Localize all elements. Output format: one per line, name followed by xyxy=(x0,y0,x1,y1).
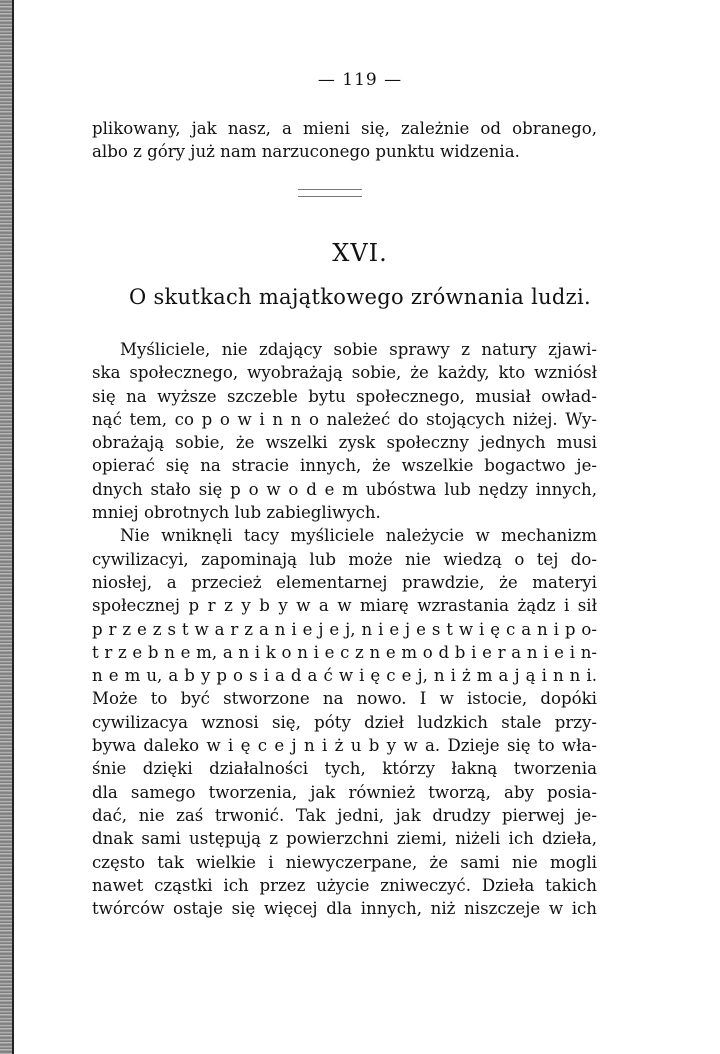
text-line: dnak sami ustępują z powierzchni ziemi, niżeli ich dzieła, xyxy=(92,829,597,849)
text-line: Myśliciele, nie zdający sobie sprawy z natury zjawi- xyxy=(120,340,597,359)
chapter-title: O skutkach majątkowego zrównania ludzi. xyxy=(128,285,592,309)
text-line: śnie dzięki działalności tych, którzy łakną tworzenia xyxy=(92,759,597,779)
page-number: — 119 — xyxy=(317,70,403,90)
text-line: albo z góry już nam narzuconego punktu widzenia. xyxy=(92,142,520,162)
text-line: cywilizacyi, zapominają lub może nie wiedzą o tej do- xyxy=(92,549,597,569)
text-line: mniej obrotnych lub zabiegliwych. xyxy=(92,503,381,523)
text-line: dla samego tworzenia, jak również tworzą, aby posia- xyxy=(92,782,597,802)
text-line: często tak wielkie i niewyczerpane, że sami nie mogli xyxy=(92,852,597,872)
text-line: n e m u, a b y p o s i a d a ć w i ę c e j, n i ż m a j ą i n n i. xyxy=(92,666,597,686)
text-line: Może to być stworzone na nowo. I w istocie, dopóki xyxy=(92,689,597,709)
chapter-number: XVI. xyxy=(332,239,388,267)
text-line: bywa daleko w i ę c e j n i ż u b y w a. Dzieje się to wła- xyxy=(92,736,597,756)
text-line: p r z e z s t w a r z a n i e j e j, n i e j e s t w i ę c a n i p o- xyxy=(92,619,597,639)
page-binding-line xyxy=(12,0,14,1054)
text-line: nąć tem, co p o w i n n o należeć do stojących niżej. Wy- xyxy=(92,409,597,429)
chapter-body xyxy=(92,338,597,920)
text-line: nawet cząstki ich przez użycie zniweczyć. Dzieła takich xyxy=(92,875,597,895)
text-line: dnych stało się p o w o d e m ubóstwa lub nędzy innych, xyxy=(92,479,597,499)
text-line: obrażają sobie, że wszelki zysk społeczny jednych musi xyxy=(92,433,597,453)
text-line: twórców ostaje się więcej dla innych, niż niszczeje w ich xyxy=(92,899,597,919)
text-line: Nie wniknęli tacy myśliciele należycie w mechanizm xyxy=(120,526,597,546)
text-line: społecznej p r z y b y w a w miarę wzrastania żądz i sił xyxy=(92,596,597,616)
section-divider xyxy=(298,189,362,190)
text-line: opierać się na stracie innych, że wszelkie bogactwo je- xyxy=(92,456,597,476)
text-line: t r z e b n e m, a n i k o n i e c z n e m o d b i e r a n i e i n- xyxy=(92,642,597,662)
text-line: niosłej, a przecież elementarnej prawdzie, że materyi xyxy=(92,572,597,592)
text-line: ska społecznego, wyobrażają sobie, że każdy, kto wzniósł xyxy=(92,363,597,383)
text-line: cywilizacya wznosi się, póty dzieł ludzkich stale przy- xyxy=(92,712,597,732)
text-line: dać, nie zaś trwonić. Tak jedni, jak drudzy pierwej je- xyxy=(92,805,597,825)
page-binding-edge xyxy=(0,0,12,1054)
text-line: plikowany, jak nasz, a mieni się, zależnie od obranego, xyxy=(92,119,597,138)
intro-paragraph xyxy=(92,117,597,164)
section-divider xyxy=(298,196,362,197)
text-line: się na wyższe szczeble bytu społecznego, musiał owład- xyxy=(92,386,597,406)
